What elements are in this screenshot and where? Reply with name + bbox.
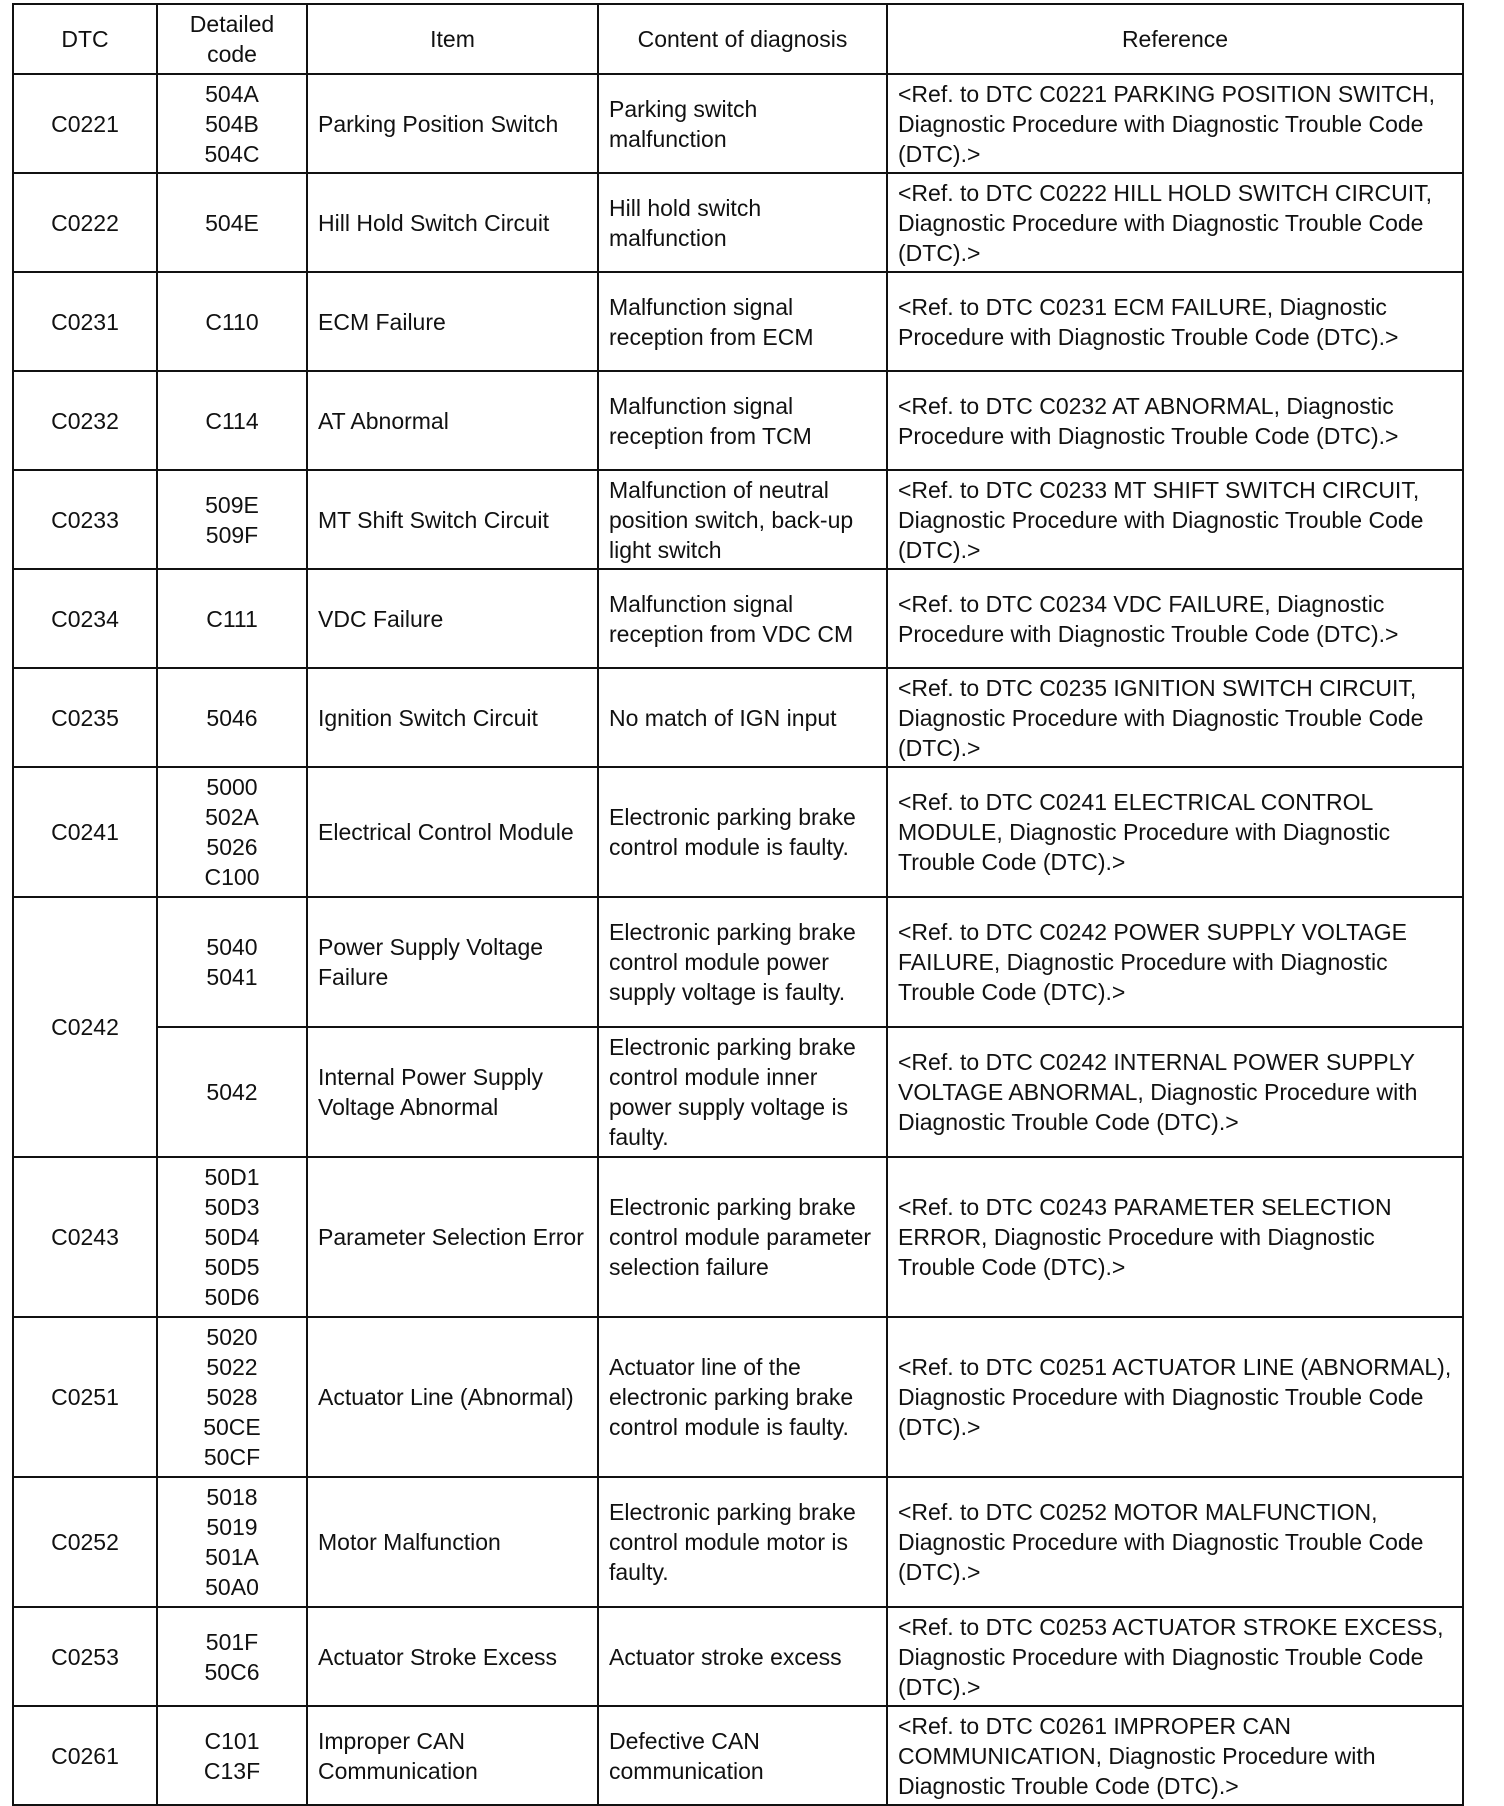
detailed-code: 501A (205, 1544, 259, 1570)
reference-cell: <Ref. to DTC C0222 HILL HOLD SWITCH CIRCUIT, Diagnostic Procedure with Diagnostic Trouble Code (DTC).> (887, 173, 1463, 272)
table-row (13, 173, 1463, 272)
item-cell: Parameter Selection Error (307, 1157, 598, 1317)
table-row (13, 371, 1463, 470)
dtc-cell: C0251 (13, 1317, 157, 1477)
detailed-code: C100 (204, 864, 260, 890)
detailed-code: 501F (205, 1628, 259, 1655)
dtc-cell: C0253 (13, 1607, 157, 1706)
reference-cell: <Ref. to DTC C0241 ELECTRICAL CONTROL MODULE, Diagnostic Procedure with Diagnostic Trouble Code (DTC).> (887, 767, 1463, 897)
detailed-code: 504C (204, 140, 260, 167)
content-cell: Parking switch malfunction (598, 74, 887, 173)
detailed-code: 5022 (206, 1354, 258, 1380)
dtc-cell: C0231 (13, 272, 157, 371)
detailed-code-cell (157, 569, 307, 668)
detailed-code: 5028 (206, 1384, 258, 1410)
item-cell: Actuator Stroke Excess (307, 1607, 598, 1706)
dtc-cell: C0242 (13, 897, 157, 1157)
item-cell: Ignition Switch Circuit (307, 668, 598, 767)
reference-cell: <Ref. to DTC C0253 ACTUATOR STROKE EXCESS, Diagnostic Procedure with Diagnostic Trouble Code (DTC).> (887, 1607, 1463, 1706)
content-cell: Malfunction of neutral position switch, back-up light switch (598, 470, 887, 569)
content-cell: Malfunction signal reception from ECM (598, 272, 887, 371)
dtc-table (12, 3, 1464, 1806)
content-cell: Electronic parking brake control module is faulty. (598, 767, 887, 897)
header-content: Content of diagnosis (598, 4, 887, 74)
detailed-code: 5042 (206, 1079, 258, 1105)
reference-cell: <Ref. to DTC C0261 IMPROPER CAN COMMUNICATION, Diagnostic Procedure with Diagnostic Trouble Code (DTC).> (887, 1706, 1463, 1805)
table-row (13, 74, 1463, 173)
detailed-code-cell (157, 470, 307, 569)
detailed-code-cell (157, 173, 307, 272)
reference-cell: <Ref. to DTC C0252 MOTOR MALFUNCTION, Diagnostic Procedure with Diagnostic Trouble Code (DTC).> (887, 1477, 1463, 1607)
header-dtc: DTC (13, 4, 157, 74)
table-row (13, 272, 1463, 371)
header-item: Item (307, 4, 598, 74)
content-cell: Electronic parking brake control module motor is faulty. (598, 1477, 887, 1607)
item-cell: Actuator Line (Abnormal) (307, 1317, 598, 1477)
detailed-code: 509F (205, 521, 259, 548)
table-row (13, 668, 1463, 767)
table-row (13, 1027, 1463, 1157)
detailed-code: 50CE (203, 1414, 261, 1440)
detailed-code: 50CF (203, 1444, 261, 1470)
dtc-cell: C0222 (13, 173, 157, 272)
detailed-code-cell (157, 1317, 307, 1477)
table-row (13, 1477, 1463, 1607)
content-cell: Electronic parking brake control module power supply voltage is faulty. (598, 897, 887, 1027)
detailed-code: 5040 (206, 934, 258, 960)
content-cell: Actuator line of the electronic parking brake control module is faulty. (598, 1317, 887, 1477)
detailed-code-cell (157, 767, 307, 897)
detailed-code: C114 (205, 407, 259, 434)
detailed-code: C110 (205, 308, 259, 335)
reference-cell: <Ref. to DTC C0251 ACTUATOR LINE (ABNORMAL), Diagnostic Procedure with Diagnostic Trouble Code (DTC).> (887, 1317, 1463, 1477)
detailed-code-cell (157, 74, 307, 173)
detailed-code: 50D1 (204, 1164, 260, 1190)
detailed-code-cell (157, 1027, 307, 1157)
detailed-code: 5026 (206, 834, 258, 860)
content-cell: Electronic parking brake control module inner power supply voltage is faulty. (598, 1027, 887, 1157)
item-cell: Hill Hold Switch Circuit (307, 173, 598, 272)
detailed-code: 50C6 (204, 1658, 260, 1685)
detailed-code: 502A (205, 804, 259, 830)
reference-cell: <Ref. to DTC C0235 IGNITION SWITCH CIRCUIT, Diagnostic Procedure with Diagnostic Trouble Code (DTC).> (887, 668, 1463, 767)
item-cell: AT Abnormal (307, 371, 598, 470)
detailed-code-cell (157, 1157, 307, 1317)
reference-cell: <Ref. to DTC C0234 VDC FAILURE, Diagnostic Procedure with Diagnostic Trouble Code (DTC).> (887, 569, 1463, 668)
item-cell: Improper CAN Communication (307, 1706, 598, 1805)
dtc-cell: C0234 (13, 569, 157, 668)
table-row (13, 470, 1463, 569)
content-cell: Defective CAN communication (598, 1706, 887, 1805)
content-cell: Electronic parking brake control module parameter selection failure (598, 1157, 887, 1317)
detailed-code: 504E (205, 209, 259, 236)
reference-cell: <Ref. to DTC C0242 INTERNAL POWER SUPPLY VOLTAGE ABNORMAL, Diagnostic Procedure with Diagnostic Trouble Code (DTC).> (887, 1027, 1463, 1157)
dtc-cell: C0235 (13, 668, 157, 767)
detailed-code: 5041 (206, 964, 258, 990)
reference-cell: <Ref. to DTC C0243 PARAMETER SELECTION ERROR, Diagnostic Procedure with Diagnostic Trouble Code (DTC).> (887, 1157, 1463, 1317)
table-row (13, 1607, 1463, 1706)
detailed-code-cell (157, 1607, 307, 1706)
detailed-code: 5020 (206, 1324, 258, 1350)
detailed-code: 5019 (206, 1514, 258, 1540)
detailed-code-cell (157, 1477, 307, 1607)
content-cell: No match of IGN input (598, 668, 887, 767)
reference-cell: <Ref. to DTC C0233 MT SHIFT SWITCH CIRCUIT, Diagnostic Procedure with Diagnostic Trouble Code (DTC).> (887, 470, 1463, 569)
detailed-code: 504B (205, 110, 259, 137)
reference-cell: <Ref. to DTC C0232 AT ABNORMAL, Diagnostic Procedure with Diagnostic Trouble Code (DTC).> (887, 371, 1463, 470)
detailed-code-cell (157, 1706, 307, 1805)
detailed-code-cell (157, 668, 307, 767)
dtc-cell: C0241 (13, 767, 157, 897)
reference-cell: <Ref. to DTC C0221 PARKING POSITION SWITCH, Diagnostic Procedure with Diagnostic Trouble Code (DTC).> (887, 74, 1463, 173)
content-cell: Hill hold switch malfunction (598, 173, 887, 272)
detailed-code-cell (157, 371, 307, 470)
detailed-code: C111 (206, 605, 258, 632)
dtc-cell: C0243 (13, 1157, 157, 1317)
table-row (13, 569, 1463, 668)
detailed-code-cell (157, 897, 307, 1027)
detailed-code: 5046 (206, 704, 258, 731)
detailed-code: 50D5 (204, 1254, 260, 1280)
content-cell: Malfunction signal reception from VDC CM (598, 569, 887, 668)
content-cell: Actuator stroke excess (598, 1607, 887, 1706)
header-row (13, 4, 1463, 74)
detailed-code: 50D3 (204, 1194, 260, 1220)
item-cell: Electrical Control Module (307, 767, 598, 897)
dtc-cell: C0252 (13, 1477, 157, 1607)
table-row (13, 767, 1463, 897)
detailed-code: 5000 (206, 774, 258, 800)
dtc-cell: C0232 (13, 371, 157, 470)
detailed-code: C13F (203, 1757, 261, 1784)
header-detailed-code: Detailed code (157, 4, 307, 74)
header-reference: Reference (887, 4, 1463, 74)
table-row (13, 1706, 1463, 1805)
detailed-code-cell (157, 272, 307, 371)
item-cell: Internal Power Supply Voltage Abnormal (307, 1027, 598, 1157)
detailed-code: 50D6 (204, 1284, 260, 1310)
table-row (13, 1317, 1463, 1477)
item-cell: Power Supply Voltage Failure (307, 897, 598, 1027)
table-row (13, 1157, 1463, 1317)
item-cell: MT Shift Switch Circuit (307, 470, 598, 569)
item-cell: Motor Malfunction (307, 1477, 598, 1607)
detailed-code: 50D4 (204, 1224, 260, 1250)
detailed-code: 50A0 (205, 1574, 259, 1600)
reference-cell: <Ref. to DTC C0242 POWER SUPPLY VOLTAGE FAILURE, Diagnostic Procedure with Diagnostic Trouble Code (DTC).> (887, 897, 1463, 1027)
reference-cell: <Ref. to DTC C0231 ECM FAILURE, Diagnostic Procedure with Diagnostic Trouble Code (DTC).> (887, 272, 1463, 371)
detailed-code: C101 (204, 1727, 260, 1754)
detailed-code: 504A (205, 80, 259, 107)
item-cell: VDC Failure (307, 569, 598, 668)
item-cell: Parking Position Switch (307, 74, 598, 173)
detailed-code: 5018 (206, 1484, 258, 1510)
detailed-code: 509E (205, 491, 259, 518)
dtc-cell: C0221 (13, 74, 157, 173)
table-body (13, 74, 1463, 1805)
content-cell: Malfunction signal reception from TCM (598, 371, 887, 470)
dtc-cell: C0233 (13, 470, 157, 569)
table-row (13, 897, 1463, 1027)
item-cell: ECM Failure (307, 272, 598, 371)
dtc-cell: C0261 (13, 1706, 157, 1805)
